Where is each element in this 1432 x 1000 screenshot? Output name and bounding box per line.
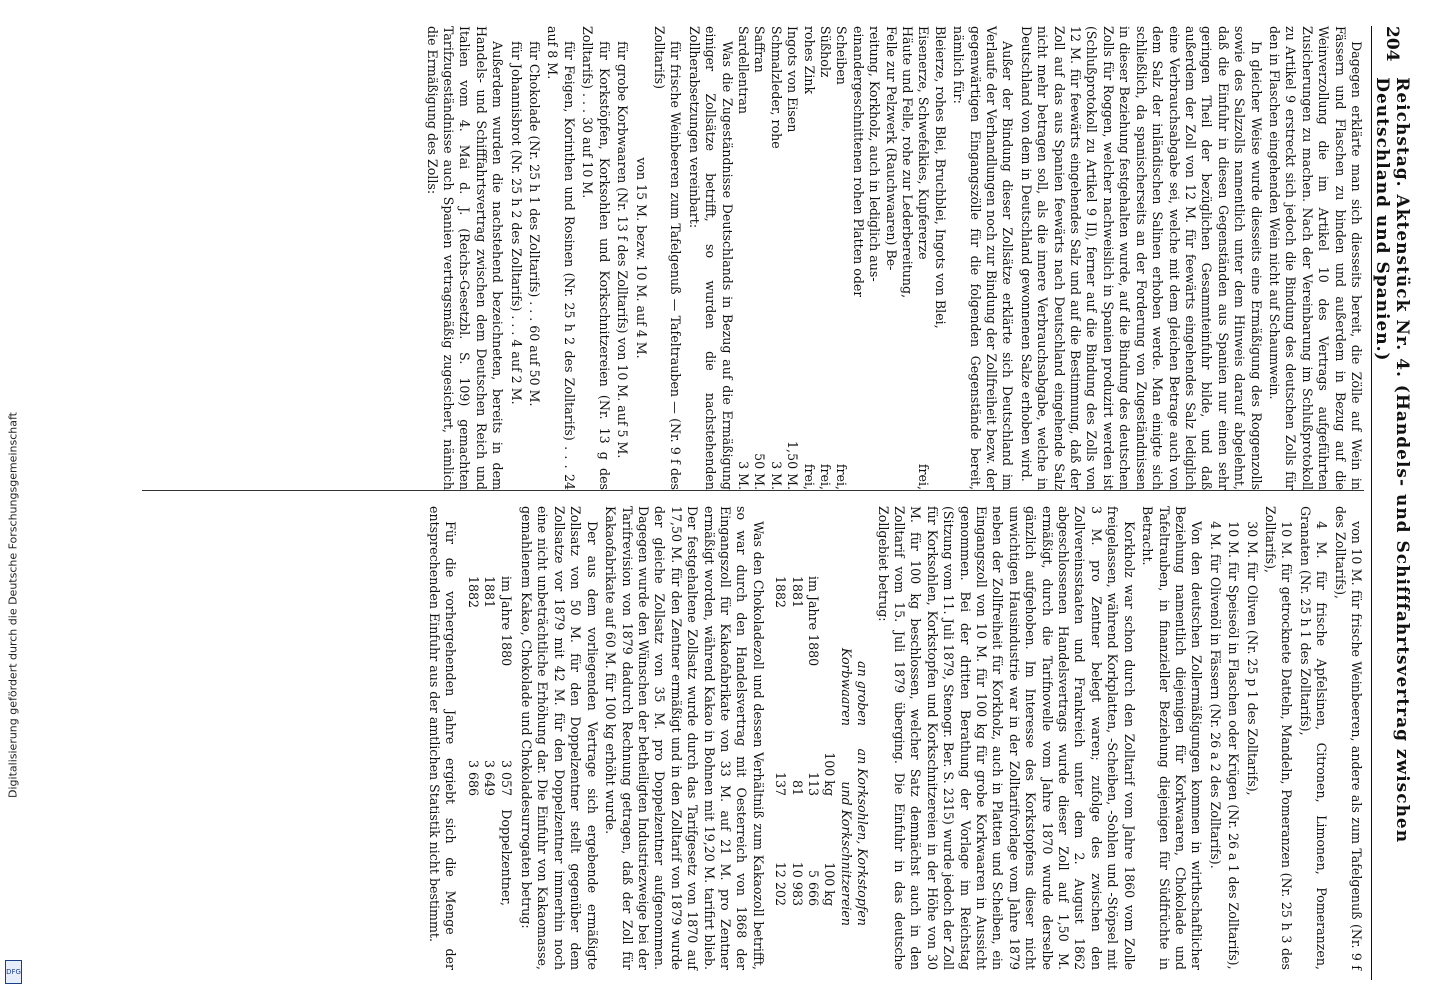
table-row: im Jahre 1880 113 5 666 xyxy=(806,576,821,906)
paragraph: Der aus dem vorliegenden Vertrage sich ergebende ermäßigte Zollsatz von 50 M. für den Doppelzentner stellt gegenüber dem Zollsatze vor 1879 mit 42 M. für den Doppelzentner immerhin noch eine nicht unbeträchtliche Erhöhung dar. Die Einfuhr von Kakaomasse, gemahlenem Kakao, Chokolade und Chokoladesurrogaten betrug: xyxy=(519,506,600,970)
dfg-logo: DFG xyxy=(5,960,22,984)
list-item: für Korkstöpfen, Korksohlen und Korkschnitzereien (Nr. 13 g des Zolltarifs) . . . 30 auf 10 M. xyxy=(580,26,612,490)
goods-list xyxy=(735,26,948,490)
table-unit-row: 100 kg 100 kg xyxy=(822,752,838,906)
funding-note: Digitalisierung gefördert durch die Deutsche Forschungsgemeinschaft xyxy=(6,412,20,798)
list-item: Sardellentran 3 M. xyxy=(735,26,751,490)
list-item: rohes Zink frei, xyxy=(801,26,817,490)
paragraph: In gleicher Weise wurde diesseits eine Ermäßigung des Roggenzolls sowie des Salzzolls namentlich unter dem Hinweis darauf abgelehnt, daß die Einfuhr in diesen Gegenständen aus Spanien nur einen sehr geringen Theil der bezüglichen Gesammteinfuhr bilde, und daß außerdem der Zoll von 12 M. für feewärts eingehendes Salz lediglich eine Verbrauchsabgabe sei, welche mit dem gleichen Betrage auch von dem Salz der inländischen Salinen erhoben werde. Man einigte sich schließlich, da spanischerseits an der Forderung von Zugeständnissen in dieser Beziehung festgehalten wurde, auf die Bindung des deutschen Zolls für Roggen, welcher nachweislich in Spanien produzirt werden ist (Schlußprotokoll zu Artikel 9 II), ferner auf die Bindung des Zolls von 12 M. für feewärts eingehendes Salz und auf die Bestimmung, daß der Zoll auf das aus Spanien feewärts nach Deutschland eingehende Salz nicht mehr betragen soll, als die innere Verbrauchsabgabe, welche in Deutschland von dem in Deutschland gewonnenen Salze erhoben wird. xyxy=(1018,26,1264,490)
column-divider xyxy=(142,490,1364,491)
list-item: reitung, Korkholz, auch in lediglich aus- xyxy=(867,26,883,282)
list-item: 4 M. für frische Apfelsinen, Citronen, Limonen, Pomeranzen, Granaten (Nr. 25 h 1 des Zolltarifs), xyxy=(1297,506,1330,970)
list-item: 10 M. für getrocknete Datteln, Mandeln, Pomeranzen (Nr. 25 h 3 des Zolltarifs), xyxy=(1262,506,1295,970)
table-row: 1881 81 10 983 xyxy=(789,576,805,906)
list-item: Saffran 50 M. xyxy=(752,26,768,490)
list-item: von 15 M. bezw. 10 M. auf 4 M. xyxy=(633,157,649,359)
paragraph: Was die Zugeständnisse Deutschlands in Bezug auf die Ermäßigung einiger Zollsätze betrifft, so wurden die nachstehenden Zollherabsetzungen vereinbart: xyxy=(686,26,735,490)
list-item: für grobe Korbwaaren (Nr. 13 f des Zolltarifs) von 10 M. auf 5 M. xyxy=(615,41,631,459)
table-row: im Jahre 1880 3 057 Doppelzentner, xyxy=(498,576,514,906)
column-header: an Korksohlen, Korkstopfen und Korkschnitzereien xyxy=(838,748,871,926)
list-item: 30 M. für Oliven (Nr. 25 p 1 des Zolltarifs), xyxy=(1244,521,1260,796)
list-item: für Chokolade (Nr. 25 h 1 des Zolltarifs) . . . 60 auf 50 M. xyxy=(527,41,543,407)
right-column xyxy=(142,506,1364,970)
paragraph: Außer der Bindung dieser Zollsätze erklärte sich Deutschland im Verlaufe der Verhandlungen noch zur Bindung der Zollfreiheit bezw. der gegenwärtigen Eingangszölle für die folgenden Gegenstände bereit, nämlich für: xyxy=(951,26,1016,490)
paragraph: Dagegen erklärte man sich diesseits bereit, die Zölle auf Wein in Fässern und Flaschen zu binden und außerdem in Bezug auf die Weinverzollung die im Artikel 10 des Vertrags aufgeführten Zusicherungen zu machen. Nach der Vereinbarung im Schlußprotokoll zu Artikel 9 erstreckt sich jedoch die Bindung des deutschen Zolls für den in Flaschen eingehenden Wein nicht auf Schaumwein. xyxy=(1266,26,1364,490)
list-item: Eisenerze, Schwefelkies, Kupfererze frei, xyxy=(916,26,932,490)
paragraph: Außerdem wurden die nachstehend bezeichneten, bereits in dem Handels- und Schifffahrtsvertrag zwischen dem Deutschen Reich und Italien vom 4. Mai d. J. (Reichs-Gesetzbl. S. 109) gemachten Tarifzugeständnisse auch Spanien vertragsmäßig zugesichert, nämlich die Ermäßigung des Zolls: xyxy=(424,26,506,490)
list-item: Scheiben frei, xyxy=(834,26,850,490)
list-item: für frische Weinbeeren zum Tafelgenuß — Tafeltrauben — (Nr. 9 f des Zolltarifs) xyxy=(651,26,684,490)
list-item: einandergeschnittenen rohen Platten oder xyxy=(850,26,866,298)
list-item: 4 M. für Olivenöl in Fässern (Nr. 26 a 2 des Zolltarifs). xyxy=(1207,521,1223,869)
side-note xyxy=(0,0,26,1000)
table-row: 1881 3 649 xyxy=(482,576,498,796)
table-header xyxy=(837,506,870,970)
reduction-list xyxy=(507,26,683,490)
import-table xyxy=(772,506,870,970)
rotated-page-content xyxy=(102,0,1432,1000)
reduction-list xyxy=(1206,506,1364,970)
list-item: Süßholz frei, xyxy=(818,26,833,490)
table-row: 1882 137 12 202 xyxy=(773,576,789,906)
table-row: 1882 3 686 xyxy=(465,576,481,796)
page-header xyxy=(1371,26,1412,980)
list-item: von 10 M. für frische Weinbeeren, andere als zum Tafelgenuß (Nr. 9 f des Zolltarifs), xyxy=(1332,506,1364,970)
document-page xyxy=(30,0,1432,1000)
page-title: Reichstag. Aktenstück Nr. 4. (Handels- und Schifffahrtsvertrag zwischen Deutschland und Spanien.) xyxy=(1372,77,1412,844)
page-number: 204 xyxy=(1382,26,1402,62)
paragraph: Von den deutschen Zollermäßigungen kommen in wirthschaftlicher Beziehung namentlich diejenigen für Korkwaaren, Chokolade und Tafeltrauben, in finanzieller Beziehung diejenigen für Südfrüchte in Betracht. xyxy=(1140,506,1205,970)
column-header: an groben Korbwaaren xyxy=(838,647,871,726)
list-item: Bleierze, rohes Blei, Bruchblei, Ingots von Blei, xyxy=(932,26,948,329)
list-item: für Johannisbrot (Nr. 25 h 2 des Zolltarifs) . . . 4 auf 2 M. xyxy=(508,41,524,405)
list-item: Schmalzleder, rohe 3 M. xyxy=(768,26,784,490)
left-column xyxy=(142,26,1364,490)
list-item: 10 M. für Speiseöl in Flaschen oder Krügen (Nr. 26 a 1 des Zolltarifs), xyxy=(1226,521,1242,970)
paragraph: Was den Chokoladezoll und dessen Verhältniß zum Kakaozoll betrifft, so war durch den Handelsvertrag mit Oesterreich von 1868 der Eingangszoll für Kakaofabrikate von 33 M. auf 21 M. pro Zentner ermäßigt worden, während Kakao in Bohnen mit 19,20 M. tarifirt blieb. Der festgehaltene Zollsatz wurde durch das Tarifgesetz von 1870 auf 17,50 M. für den Zentner ermäßigt und in den Zolltarif von 1879 wurde der gleiche Zollsatz von 35 M. pro Doppelzentner aufgenommen. Dagegen wurde den Wünschen der betheiligten Industriezweige bei der Tarifrevision von 1879 dadurch Rechnung getragen, daß der Zoll für Kakaofabrikate auf 60 M. für 100 kg erhöht wurde. xyxy=(603,506,766,970)
chocolate-table xyxy=(464,506,513,970)
paragraph: Korkholz war schon durch den Zolltarif vom Jahre 1860 vom Zolle freigelassen, während Korkplatten, -Scheiben, -Sohlen und -Stöpsel mit 3 M. pro Zentner belegt waren; zufolge des zwischen den Zollvereinsstaaten und Frankreich unter dem 2. August 1862 abgeschlossenen Handelsvertrags wurde dieser Zoll auf 1,50 M. ermäßigt, durch die Tarifnovelle vom Jahre 1870 wurde derselbe gänzlich aufgehoben. Im Interesse des Korkstopfens dieser nicht unwichtigen Hausindustrie war in der Zolltarifvorlage vom Jahre 1879 neben der Zollfreiheit für Korkholz, auch in Platten und Scheiben, ein Eingangszoll von 10 M. für 100 kg für grobe Korkwaaren in Aussicht genommen. Bei der dritten Berathung der Vorlage im Reichstag (Sitzung vom 11. Juli 1879, Stenogr. Ber. S. 2315) wurde jedoch der Zoll für Korksohlen, Korkstopfen und Korkschnitzereien in der Höhe von 30 M. für 100 kg beschlossen, welcher Satz demnächst auch in den Zolltarif vom 15. Juli 1879 überging. Die Einfuhr in das deutsche Zollgebiet betrug: xyxy=(875,506,1137,970)
list-item: Ingots von Eisen 1,50 M. xyxy=(785,26,801,490)
list-item: Häute und Felle, rohe zur Lederbereitung, xyxy=(900,26,916,299)
list-item: Felle zur Pelzwerk (Rauchwaaren) Be- xyxy=(883,26,899,271)
paragraph: Für die vorhergehenden Jahre ergiebt sich die Menge der entsprechenden Einfuhr aus der amtlichen Statistik nicht bestimmt. xyxy=(427,506,459,970)
list-item: für Feigen, Korinthen und Rosinen (Nr. 25 h 2 des Zolltarifs) . . . 24 auf 8 M. xyxy=(545,26,577,490)
